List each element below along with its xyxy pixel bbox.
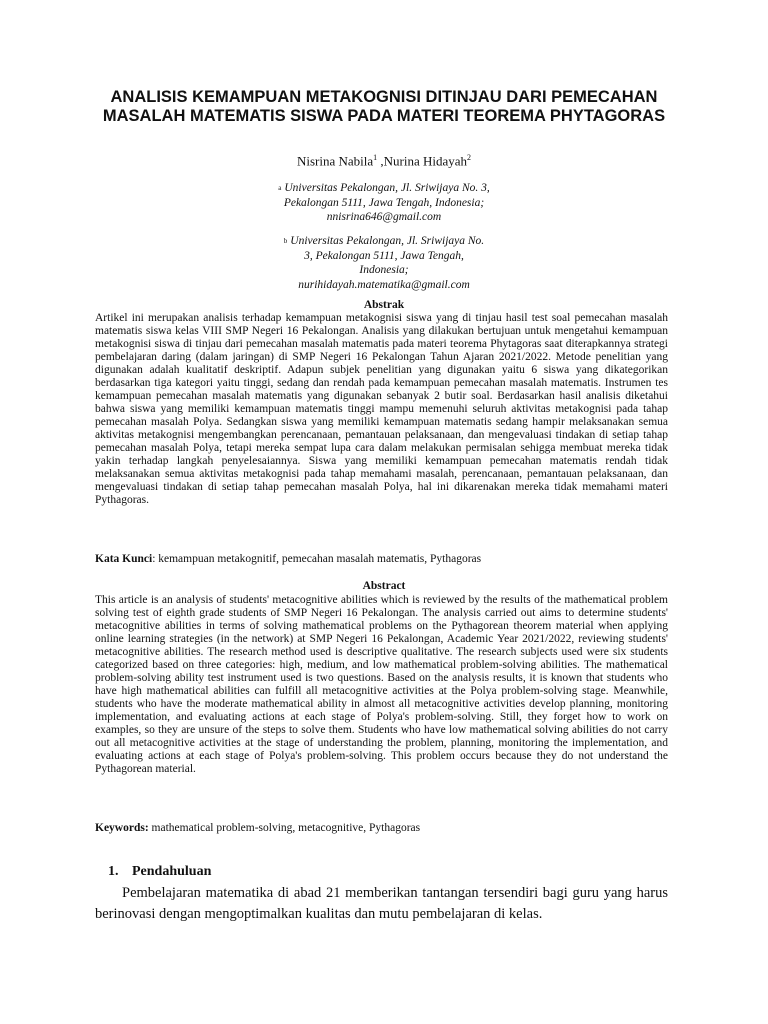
affiliation-line: Pekalongan 5111, Jawa Tengah, Indonesia; (283, 196, 485, 209)
keywords-label: Keywords: (95, 822, 149, 834)
author-line (0, 153, 768, 169)
paper-title: ANALISIS KEMAMPUAN METAKOGNISI DITINJAU DARI PEMECAHAN MASALAH MATEMATIS SISWA PADA MATERI TEOREMA PHYTAGORAS (102, 88, 666, 125)
affiliation-2 (264, 234, 504, 292)
keywords-values: mathematical problem-solving, metacognitive, Pythagoras (148, 822, 421, 834)
affiliation-line: Universitas Pekalongan, Jl. Sriwijaya No. 3, (284, 182, 490, 194)
keywords-line (95, 822, 668, 835)
affiliation-email: nurihidayah.matematika@gmail.com (298, 278, 470, 291)
author-name: Nisrina Nabila (296, 153, 374, 169)
section-number: 1. (108, 864, 119, 879)
affiliation-line: Universitas Pekalongan, Jl. Sriwijaya No. (290, 235, 485, 247)
section-body-text: Pembelajaran matematika di abad 21 memberikan tantangan tersendiri bagi guru yang harus berinovasi dengan mengoptimalkan kualitas dan mutu pembelajaran di kelas. (95, 885, 668, 922)
abstract-heading: Abstract (362, 580, 406, 592)
kata-kunci-line (95, 553, 668, 566)
affiliation-email: nnisrina646@gmail.com (326, 211, 442, 223)
affiliation-marker: a (278, 184, 282, 192)
author-separator: , (377, 153, 384, 169)
abstract-text: This article is an analysis of students' metacognitive abilities which is reviewed by the results of the mathematical problem solving test of eighth grade students of SMP Negeri 16 Pekalongan. The analysis carried out aims to determine students' metacognitive abilities in terms of solving mathematical problems on the Pythagorean theorem material when applying online learning strategies (in the network) at SMP Negeri 16 Pekalongan, Academic Year 2021/2022, reviewing students' metacognitive abilities. The research method used is descriptive qualitative. The research subjects used were six students categorized based on three categories: high, medium, and low mathematical problem-solving abilities. The mathematical problem-solving ability test instrument used is two questions. Based on the analysis results, it is known that students who have high mathematical abilities can fulfill all metacognitive activities at the Polya problem-solving stage. Meanwhile, students who have the moderate mathematical ability in almost all metacognitive activities develop planning, monitoring implementation, and evaluating actions at each stage of Polya's problem-solving. Still, they forget how to work on examples, so they are unsure of the steps to solve them. Students who have low mathematical solving abilities do not carry out all metacognitive activities at the stage of understanding the problem, planning, monitoring the implementation, and evaluating actions at each stage of Polya's problem-solving. This problem occurs because they do not understand the Pythagorean material. (95, 594, 668, 775)
affiliation-marker: b (283, 237, 288, 245)
affiliation-line: 3, Pekalongan 5111, Jawa Tengah, (304, 249, 464, 262)
section-heading (108, 864, 211, 880)
affiliation-line: Indonesia; (359, 264, 409, 276)
kata-kunci-values: : kemampuan metakognitif, pemecahan masalah matematis, Pythagoras (152, 553, 482, 565)
abstrak-text: Artikel ini merupakan analisis terhadap kemampuan metakognisi siswa yang di tinjau hasil test soal pemecahan masalah matematis siswa kelas VIII SMP Negeri 16 Pekalongan. Analisis yang dilakukan bertujuan untuk mengetahui kemampuan metakognisi siswa di tinjau dari pemecahan masalah matematis pada materi teorema Phytagoras saat diterapkannya strategi pembelajaran daring (dalam jaringan) di SMP Negeri 16 Pekalongan Tahun Ajaran 2021/2022. Metode penelitian yang digunakan adalah kualitatif deskriptif. Adapun subjek penelitian yang digunakan yaitu 6 siswa yang dikategorikan berdasarkan tiga kategori yaitu tinggi, sedang dan rendah pada kemampuan pemecahan masalah matematis. Instrumen tes kemampuan pemecahan masalah matematis yang digunakan sebanyak 2 butir soal. Berdasarkan hasil analisis diketahui bahwa siswa yang memiliki kemampuan matematis tinggi mampu memenuhi seluruh aktivitas metakognisi pada tahap pemecahan masalah Polya. Sedangkan siswa yang memiliki kemampuan matematis sedang hampir melaksanakan semua aktivitas metakognisi mengembangkan perencanaan, pemantauan pelaksanaan, dan mengevaluasi tindakan di setiap tahap pemecahan masalah Polya, tetapi mereka sempat lupa cara dalam melakukan permisalan sehigga membuat mereka tidak yakin terhadap langkah penyelesaiannya. Siswa yang memiliki kemampuan pemecahan matematis rendah tidak melaksanakan semua aktivitas metakognisi pada tahap memahami masalah, perencanaan, pemantauan pelaksanaan, dan mengevaluasi tindakan di setiap tahap pemecahan masalah Polya, hal ini dikarenakan mereka tidak memahami materi Pythagoras. (95, 312, 668, 506)
author-superscript: 1 (373, 153, 378, 162)
affiliation-1 (234, 181, 534, 225)
abstrak-heading: Abstrak (363, 299, 405, 311)
kata-kunci-label: Kata Kunci (95, 553, 153, 565)
author-name: Nurina Hidayah (383, 153, 468, 169)
section-title: Pendahuluan (132, 864, 212, 879)
author-superscript: 2 (467, 153, 472, 162)
